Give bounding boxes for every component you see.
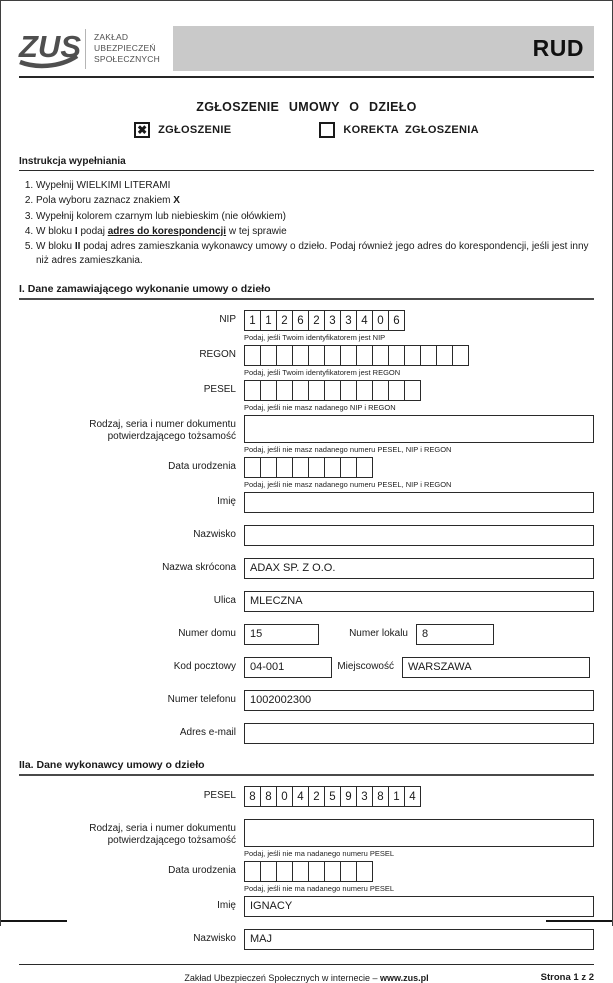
digit-cell[interactable] [356,457,373,478]
nip-label: NIP [219,313,236,325]
digit-cell[interactable] [372,380,389,401]
page-number: Strona 1 z 2 [540,971,594,983]
document-hint: Podaj, jeśli nie masz nadanego numeru PESEL, NIP i REGON [244,444,452,454]
row-postal-city [19,657,594,678]
bottom-right-corner-mark [546,920,612,922]
digit-cell[interactable] [244,380,261,401]
form-code: RUD [532,35,584,61]
row-regon [19,345,594,377]
regon-input[interactable] [244,345,594,366]
house-no-label: Numer domu [178,627,236,639]
svg-text:ZUS: ZUS [19,28,81,64]
row-pesel-2a [19,786,594,807]
instructions-list [19,179,594,268]
digit-cell[interactable]: 3 [324,310,341,331]
digit-cell[interactable] [404,345,421,366]
birth-date-label: Data urodzenia [168,460,236,472]
row-last-name-2a [19,929,594,950]
first-name-label: Imię [217,495,236,507]
digit-cell[interactable]: 4 [356,310,373,331]
org-name [94,32,160,65]
digit-cell[interactable] [404,380,421,401]
instruction-item: 4. W bloku I podaj adres do korespondencji w tej sprawie [36,225,594,239]
instruction-item: 5. W bloku II podaj adres zamieszkania wykonawcy umowy o dzieło. Podaj również jego adres do korespondencji, jeśli jest inny niż adres zamieszkania. [36,240,594,268]
document-label: Rodzaj, seria i numer dokumentu potwierdzającego tożsamość [89,418,236,443]
pesel-label: PESEL [203,383,236,395]
digit-cell[interactable] [292,380,309,401]
pesel-2a-label: PESEL [203,789,236,801]
report-type-row [1,122,612,138]
document-input[interactable] [244,415,594,443]
digit-cell[interactable] [308,861,325,882]
checkbox-zgloszenie[interactable] [134,122,231,138]
digit-cell[interactable] [356,380,373,401]
digit-cell[interactable]: 3 [340,310,357,331]
phone-label: Numer telefonu [167,693,236,705]
house-no-input[interactable]: 15 [244,624,319,645]
instruction-item: 3. Wypełnij kolorem czarnym lub niebieskim (nie ołówkiem) [36,210,594,224]
digit-cell[interactable]: 3 [356,786,373,807]
section-2a-fields [19,786,594,950]
email-input[interactable] [244,723,594,744]
page-footer [19,964,594,983]
digit-cell[interactable] [276,345,293,366]
birth-date-hint: Podaj, jeśli nie masz nadanego numeru PESEL, NIP i REGON [244,479,452,489]
birth-date-2a-hint: Podaj, jeśli nie ma nadanego numeru PESEL [244,883,395,893]
digit-cell[interactable] [260,380,277,401]
last-name-label: Nazwisko [193,528,236,540]
checkbox-korekta[interactable] [319,122,479,138]
section-1-heading: I. Dane zamawiającego wykonanie umowy o dzieło [19,283,594,300]
row-first-name [19,492,594,513]
document-2a-input[interactable] [244,819,594,847]
short-name-input[interactable]: ADAX SP. Z O.O. [244,558,594,579]
digit-cell[interactable] [340,345,357,366]
digit-cell[interactable]: 4 [292,786,309,807]
digit-cell[interactable] [388,380,405,401]
last-name-input[interactable] [244,525,594,546]
document-2a-hint: Podaj, jeśli nie ma nadanego numeru PESEL [244,848,395,858]
city-input[interactable]: WARSZAWA [402,657,590,678]
digit-cell[interactable] [260,457,277,478]
short-name-label: Nazwa skrócona [162,561,236,573]
first-name-2a-input[interactable]: IGNACY [244,896,594,917]
zus-logo-block [19,26,173,71]
digit-cell[interactable] [244,345,261,366]
digit-cell[interactable] [292,345,309,366]
zus-logo-icon [19,27,79,71]
nip-input[interactable] [244,310,594,331]
instructions-heading: Instrukcja wypełniania [19,156,594,171]
digit-cell[interactable]: 0 [276,786,293,807]
document-2a-label: Rodzaj, seria i numer dokumentu potwierdzającego tożsamość [89,822,236,847]
digit-cell[interactable]: 2 [308,310,325,331]
postal-code-label: Kod pocztowy [173,660,236,672]
nip-hint: Podaj, jeśli Twoim identyfikatorem jest NIP [244,332,386,342]
digit-cell[interactable]: 9 [340,786,357,807]
digit-cell[interactable]: 8 [260,786,277,807]
digit-cell[interactable]: 6 [388,310,405,331]
digit-cell[interactable] [260,861,277,882]
regon-label: REGON [199,348,236,360]
email-label: Adres e-mail [179,726,236,738]
digit-cell[interactable] [324,380,341,401]
first-name-2a-label: Imię [217,899,236,911]
city-label: Miejscowość [337,660,394,672]
row-house-flat [19,624,594,645]
birth-date-2a-input[interactable] [244,861,594,882]
footer-text: Zakład Ubezpieczeń Społecznych w internecie – www.zus.pl [184,972,429,983]
flat-no-input[interactable]: 8 [416,624,494,645]
flat-no-label: Numer lokalu [349,627,408,639]
digit-cell[interactable]: 8 [372,786,389,807]
digit-cell[interactable] [308,457,325,478]
row-birth-date [19,457,594,489]
row-last-name [19,525,594,546]
digit-cell[interactable]: 0 [372,310,389,331]
instruction-item: 2. Pola wyboru zaznacz znakiem X [36,194,594,208]
digit-cell[interactable]: 1 [244,310,261,331]
pesel-hint: Podaj, jeśli nie masz nadanego NIP i REGON [244,402,396,412]
org-line: SPOŁECZNYCH [94,54,160,65]
digit-cell[interactable] [356,861,373,882]
digit-cell[interactable]: 6 [292,310,309,331]
checkbox-label: KOREKTA ZGŁOSZENIA [343,124,479,136]
digit-cell[interactable] [308,380,325,401]
digit-cell[interactable] [356,345,373,366]
checkbox-checked[interactable]: ✖ [134,122,150,138]
row-short-name [19,558,594,579]
digit-cell[interactable] [244,457,261,478]
digit-cell[interactable] [308,345,325,366]
row-email [19,723,594,744]
header-rule [19,76,594,78]
first-name-input[interactable] [244,492,594,513]
digit-cell[interactable] [340,861,357,882]
digit-cell[interactable] [244,861,261,882]
digit-cell[interactable] [292,861,309,882]
row-nip [19,310,594,342]
form-code-bar [173,26,594,71]
digit-cell[interactable]: 4 [404,786,421,807]
instruction-item: 1. Wypełnij WIELKIMI LITERAMI [36,179,594,193]
digit-cell[interactable] [420,345,437,366]
last-name-2a-input[interactable]: MAJ [244,929,594,950]
logo-divider [85,29,86,69]
digit-cell[interactable]: 1 [260,310,277,331]
birth-date-2a-label: Data urodzenia [168,864,236,876]
digit-cell[interactable]: 1 [388,786,405,807]
digit-cell[interactable]: 8 [244,786,261,807]
digit-cell[interactable] [372,345,389,366]
digit-cell[interactable] [388,345,405,366]
checkbox-unchecked[interactable] [319,122,335,138]
checkbox-label: ZGŁOSZENIE [158,124,232,136]
street-label: Ulica [213,594,236,606]
digit-cell[interactable] [276,380,293,401]
row-first-name-2a [19,896,594,917]
phone-input[interactable]: 1002002300 [244,690,594,711]
row-document [19,415,594,454]
bottom-left-corner-mark [1,920,67,922]
last-name-2a-label: Nazwisko [193,932,236,944]
row-birth-date-2a [19,861,594,893]
form-title: ZGŁOSZENIE UMOWY O DZIEŁO [196,100,417,114]
row-phone [19,690,594,711]
digit-cell[interactable]: 5 [324,786,341,807]
digit-cell[interactable] [340,380,357,401]
row-document-2a [19,819,594,858]
digit-cell[interactable] [340,457,357,478]
section-2a-heading: IIa. Dane wykonawcy umowy o dzieło [19,759,594,776]
digit-cell[interactable]: 2 [308,786,325,807]
digit-cell[interactable] [436,345,453,366]
org-line: ZAKŁAD [94,31,129,42]
pesel-2a-input[interactable] [244,786,594,807]
digit-cell[interactable] [292,457,309,478]
digit-cell[interactable] [276,861,293,882]
row-street [19,591,594,612]
digit-cell[interactable] [324,861,341,882]
digit-cell[interactable] [452,345,469,366]
digit-cell[interactable] [324,457,341,478]
pesel-input[interactable] [244,380,594,401]
digit-cell[interactable] [276,457,293,478]
birth-date-input[interactable] [244,457,594,478]
digit-cell[interactable] [260,345,277,366]
form-header [19,26,594,71]
instructions-block [19,156,594,268]
section-1-fields [19,310,594,744]
street-input[interactable]: MLECZNA [244,591,594,612]
postal-code-input[interactable]: 04-001 [244,657,332,678]
row-pesel [19,380,594,412]
regon-hint: Podaj, jeśli Twoim identyfikatorem jest REGON [244,367,401,377]
digit-cell[interactable]: 2 [276,310,293,331]
digit-cell[interactable] [324,345,341,366]
org-line: UBEZPIECZEŃ [94,42,156,53]
